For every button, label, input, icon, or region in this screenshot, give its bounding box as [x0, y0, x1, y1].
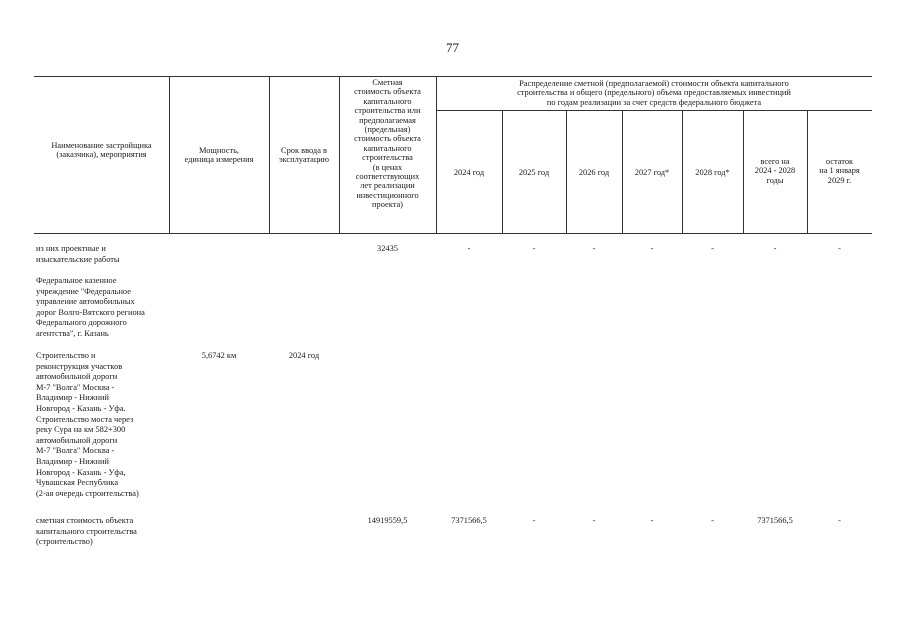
row-2027: -: [650, 516, 654, 525]
header-cost: Сметная стоимость объекта капитального строительства или предполагаемая (предельная) стоимость объекта капитального строительства (в ценах соответствующих лет реализации инвестиционного проекта): [354, 78, 421, 210]
header-term: Срок ввода в эксплуатацию: [278, 146, 330, 165]
header-2028: 2028 год*: [695, 168, 730, 177]
row-cost: 32435: [377, 244, 398, 253]
row-cost: 14919559,5: [367, 516, 408, 525]
row-2026: -: [592, 244, 596, 253]
header-2027: 2027 год*: [634, 168, 670, 177]
header-distribution: Распределение сметной (предполагаемой) стоимости объекта капитального строительства и общего (предельного) объема предоставляемых инвестиций по годам реализации за счет средств федерального бюджета: [517, 79, 791, 107]
header-bottom-border: [34, 233, 872, 234]
row-remainder: -: [838, 244, 841, 253]
header-2025: 2025 год: [518, 168, 550, 177]
row-2027: -: [650, 244, 654, 253]
column-divider: [436, 76, 437, 233]
row-name: Федеральное казенное учреждение "Федеральное управление автомобильных дорог Волго-Вятского региона Федерального дорожного агентства", г. Казань: [36, 276, 145, 338]
header-capacity: Мощность, единица измерения: [184, 146, 254, 165]
row-total: 7371566,5: [757, 516, 793, 525]
row-remainder: -: [838, 516, 841, 525]
header-total: всего на 2024 - 2028 годы: [754, 157, 796, 185]
header-remainder: остаток на 1 января 2029 г.: [819, 157, 860, 185]
row-name: из них проектные и изыскательские работы: [36, 244, 120, 264]
header-name: Наименование застройщика (заказчика), мероприятия: [51, 141, 152, 160]
row-total: -: [773, 244, 777, 253]
row-2024: -: [467, 244, 471, 253]
column-divider: [339, 76, 340, 233]
row-name: Строительство и реконструкция участков автомобильной дороги М-7 "Волга" Москва - Владимир - Нижний Новгород - Казань - Уфа. Строительство моста через реку Сура на км 582+300 автомобильной дороги М-7 "Волга" Москва - Владимир - Нижний Новгород - Казань - Уфа, Чувашская Республика (2-ая очередь строительства): [36, 351, 139, 498]
row-2025: -: [532, 516, 536, 525]
row-2024: 7371566,5: [451, 516, 487, 525]
row-2028: -: [711, 244, 714, 253]
column-divider: [169, 76, 170, 233]
row-name: сметная стоимость объекта капитального строительства (строительство): [36, 516, 137, 547]
header-2024: 2024 год: [453, 168, 485, 177]
column-divider: [269, 76, 270, 233]
row-2028: -: [711, 516, 714, 525]
page-number: 77: [446, 40, 459, 55]
row-2025: -: [532, 244, 536, 253]
row-term: 2024 год: [288, 351, 320, 360]
row-capacity: 5,6742 км: [201, 351, 237, 360]
header-2026: 2026 год: [578, 168, 610, 177]
table-top-border: [34, 76, 872, 77]
row-2026: -: [592, 516, 596, 525]
